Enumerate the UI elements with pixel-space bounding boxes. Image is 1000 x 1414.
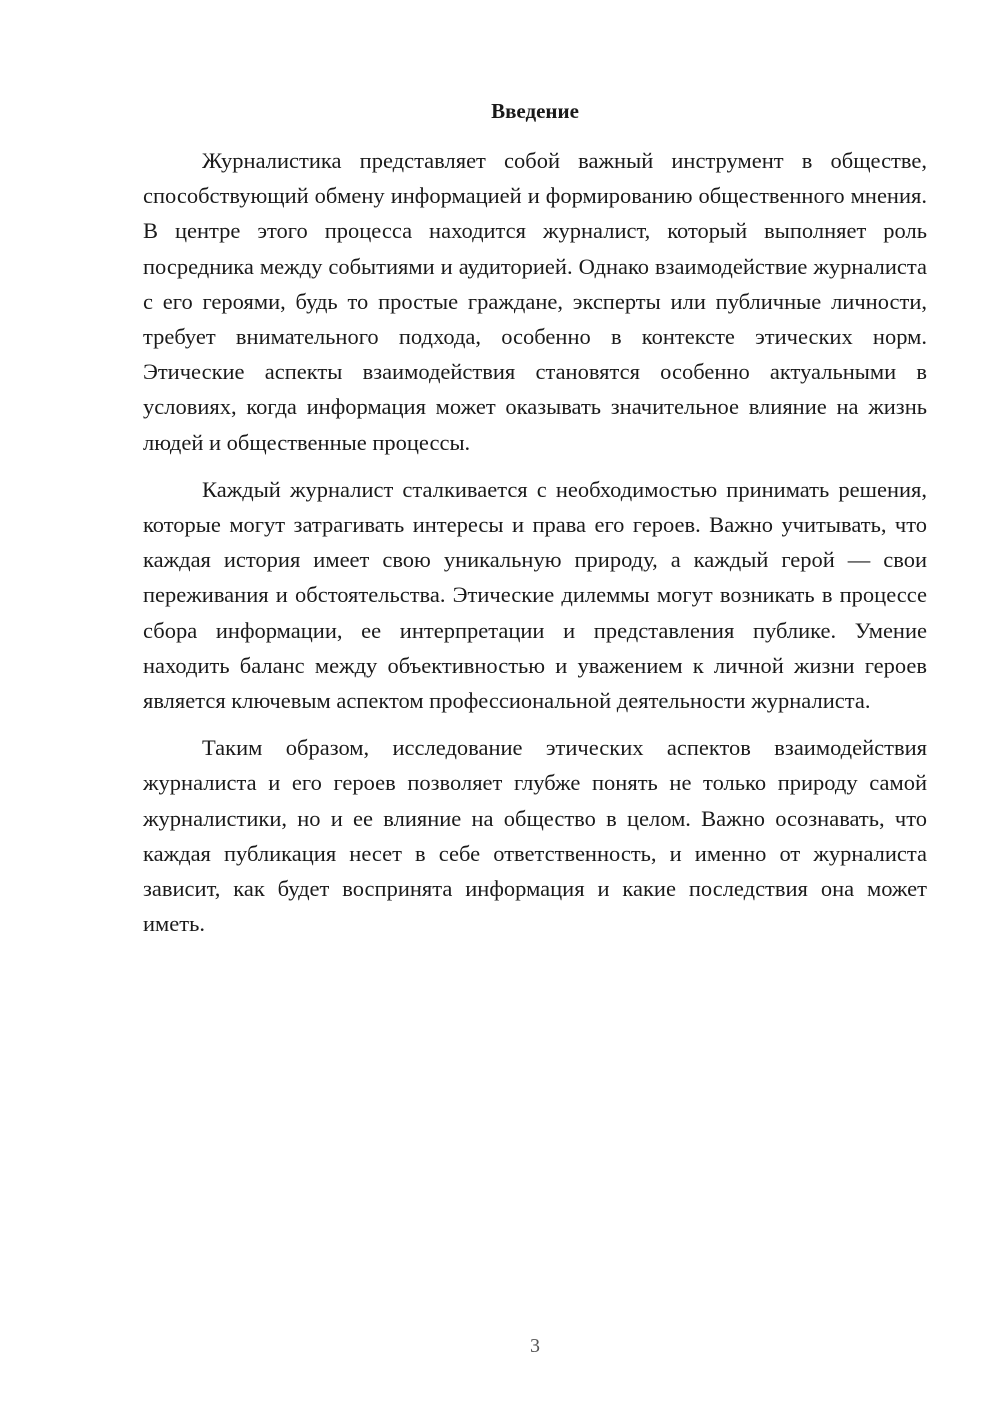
body-text xyxy=(143,143,927,953)
paragraph: Таким образом, исследование этических аспектов взаимодействия журналиста и его героев позволяет глубже понять не только природу самой журналистики, но и ее влияние на общество в целом. Важно осознавать, что каждая публикация несет в себе ответственность, и именно от журналиста зависит, как будет воспринята информация и какие последствия она может иметь. xyxy=(143,735,927,937)
page-number: 3 xyxy=(530,1335,540,1357)
paragraph: Журналистика представляет собой важный инструмент в обществе, способствующий обмену информацией и формированию общественного мнения. В центре этого процесса находится журналист, который выполняет роль посредника между событиями и аудиторией. Однако взаимодействие журналиста с его героями, будь то простые граждане, эксперты или публичные личности, требует внимательного подхода, особенно в контексте этических норм. Этические аспекты взаимодействия становятся особенно актуальными в условиях, когда информация может оказывать значительное влияние на жизнь людей и общественные процессы. xyxy=(143,148,927,455)
paragraph: Каждый журналист сталкивается с необходимостью принимать решения, которые могут затрагивать интересы и права его героев. Важно учитывать, что каждая история имеет свою уникальную природу, а каждый герой — свои переживания и обстоятельства. Этические дилеммы могут возникать в процессе сбора информации, ее интерпретации и представления публике. Умение находить баланс между объективностью и уважением к личной жизни героев является ключевым аспектом профессиональной деятельности журналиста. xyxy=(143,476,927,714)
section-heading: Введение xyxy=(491,99,579,123)
